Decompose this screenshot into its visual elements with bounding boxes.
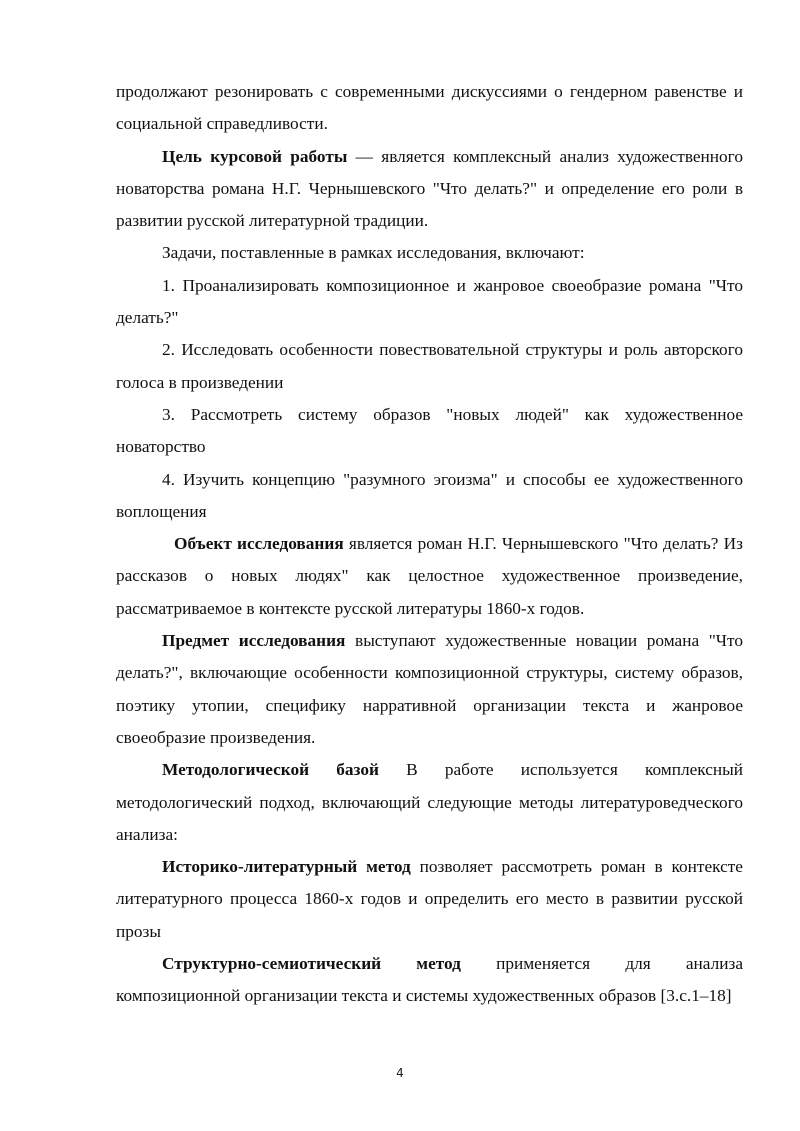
text-run: позволяет рассмотреть роман в контексте литературного процесса 1860-х годов и определить его место в развитии русской прозы [116,857,743,941]
paragraph-tasks-intro [116,237,743,269]
text-run: 3. Рассмотреть систему образов "новых людей" как художественное новаторство [116,404,743,457]
text-run: выступают художественные новации романа "Что делать?", включающие особенности композиционной структуры, систему образов, поэтику утопии, специфику нарративной организации текста и жанровое своеобразие произведения. [116,631,743,747]
bold-term-object: Объект исследования [174,534,344,554]
task-item-3 [116,399,743,464]
bold-term-methodology: Методологической базой [162,760,379,780]
text-run: В работе используется комплексный методологический подход, включающий следующие методы литературоведческого анализа: [116,760,744,844]
bold-term-structural-method: Структурно-семиотический метод [162,954,461,974]
paragraph-methodology [116,754,743,851]
text-run: 1. Проанализировать композиционное и жанровое своеобразие романа "Что делать?" [116,275,743,328]
bold-term-goal: Цель курсовой работы [162,146,348,166]
task-item-2 [116,334,743,399]
paragraph-subject [116,625,743,754]
text-run: Задачи, поставленные в рамках исследования, включают: [162,243,585,263]
text-run: 2. Исследовать особенности повествовательной структуры и роль авторского голоса в произведении [116,340,743,392]
bold-term-subject: Предмет исследования [162,631,346,651]
page-number: 4 [396,1066,404,1080]
paragraph-continuation [116,76,743,141]
paragraph-method-historical [116,851,743,948]
text-run: продолжают резонировать с современными дискуссиями о гендерном равенстве и социальной справедливости. [116,82,743,134]
task-item-4 [116,464,743,529]
document-body [116,76,743,1013]
text-run: применяется для анализа композиционной организации текста и системы художественных образов [3.с.1–18] [116,954,743,1006]
text-run: — является комплексный анализ художественного новаторства романа Н.Г. Чернышевского "Что делать?" и определение его роли в развитии русской литературной традиции. [116,146,743,231]
bold-term-historical-method: Историко-литературный метод [162,857,411,877]
paragraph-object [116,528,743,625]
paragraph-goal [116,141,743,238]
text-run: является роман Н.Г. Чернышевского "Что делать? Из рассказов о новых людях" как целостное художественное произведение, рассматриваемое в контексте русской литературы 1860-х годов. [116,534,743,618]
text-run: 4. Изучить концепцию "разумного эгоизма" и способы ее художественного воплощения [116,469,743,521]
task-item-1 [116,270,743,335]
paragraph-method-structural [116,948,743,1013]
